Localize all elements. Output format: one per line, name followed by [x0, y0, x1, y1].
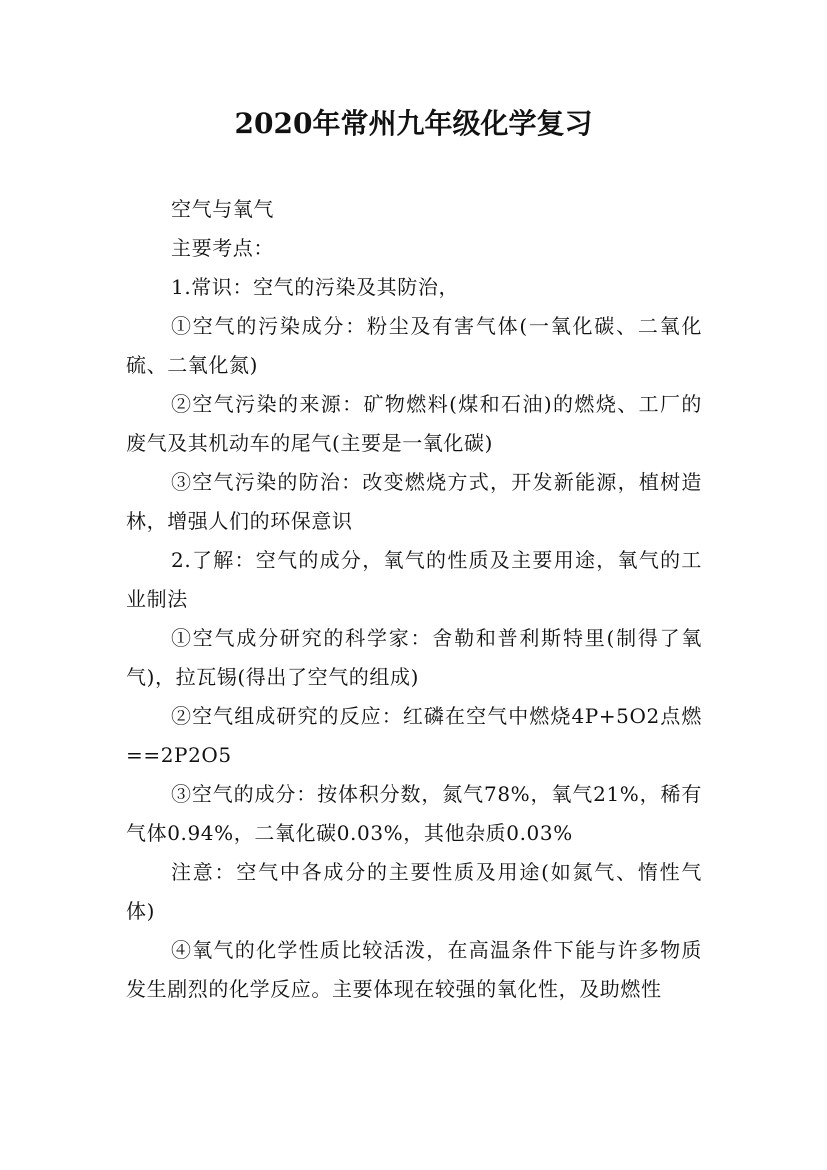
key-points-label: 主要考点： [171, 236, 274, 260]
paragraph-pollution-sources: ②空气污染的来源：矿物燃料(煤和石油)的燃烧、工厂的废气及其机动车的尾气(主要是一氧化碳) [126, 392, 702, 455]
paragraph-pollution-prevention: ③空气污染的防治：改变燃烧方式，开发新能源，植树造林，增强人们的环保意识 [126, 470, 702, 533]
paragraph-reaction: ②空气组成研究的反应：红磷在空气中燃烧4P+5O2点燃==2P2O5 [126, 704, 702, 767]
paragraph-common-knowledge: 1.常识：空气的污染及其防治， [171, 275, 460, 299]
paragraph-oxygen-properties: ④氧气的化学性质比较活泼，在高温条件下能与许多物质发生剧烈的化学反应。主要体现在较强的氧化性，及助燃性 [126, 938, 702, 1001]
paragraph-understanding: 2.了解：空气的成分，氧气的性质及主要用途，氧气的工业制法 [126, 548, 702, 611]
document-title: 2020年常州九年级化学复习 [234, 107, 593, 140]
paragraph-note: 注意：空气中各成分的主要性质及用途(如氮气、惰性气体) [126, 860, 702, 923]
paragraph-pollution-components: ①空气的污染成分：粉尘及有害气体(一氧化碳、二氧化硫、二氧化氮) [126, 314, 702, 377]
section-heading: 空气与氧气 [171, 197, 274, 221]
document-body [126, 190, 702, 1009]
paragraph-air-composition: ③空气的成分：按体积分数，氮气78%，氧气21%，稀有气体0.94%，二氧化碳0.03%，其他杂质0.03% [126, 782, 702, 845]
paragraph-scientists: ①空气成分研究的科学家：舍勒和普利斯特里(制得了氧气)，拉瓦锡(得出了空气的组成) [126, 626, 702, 689]
